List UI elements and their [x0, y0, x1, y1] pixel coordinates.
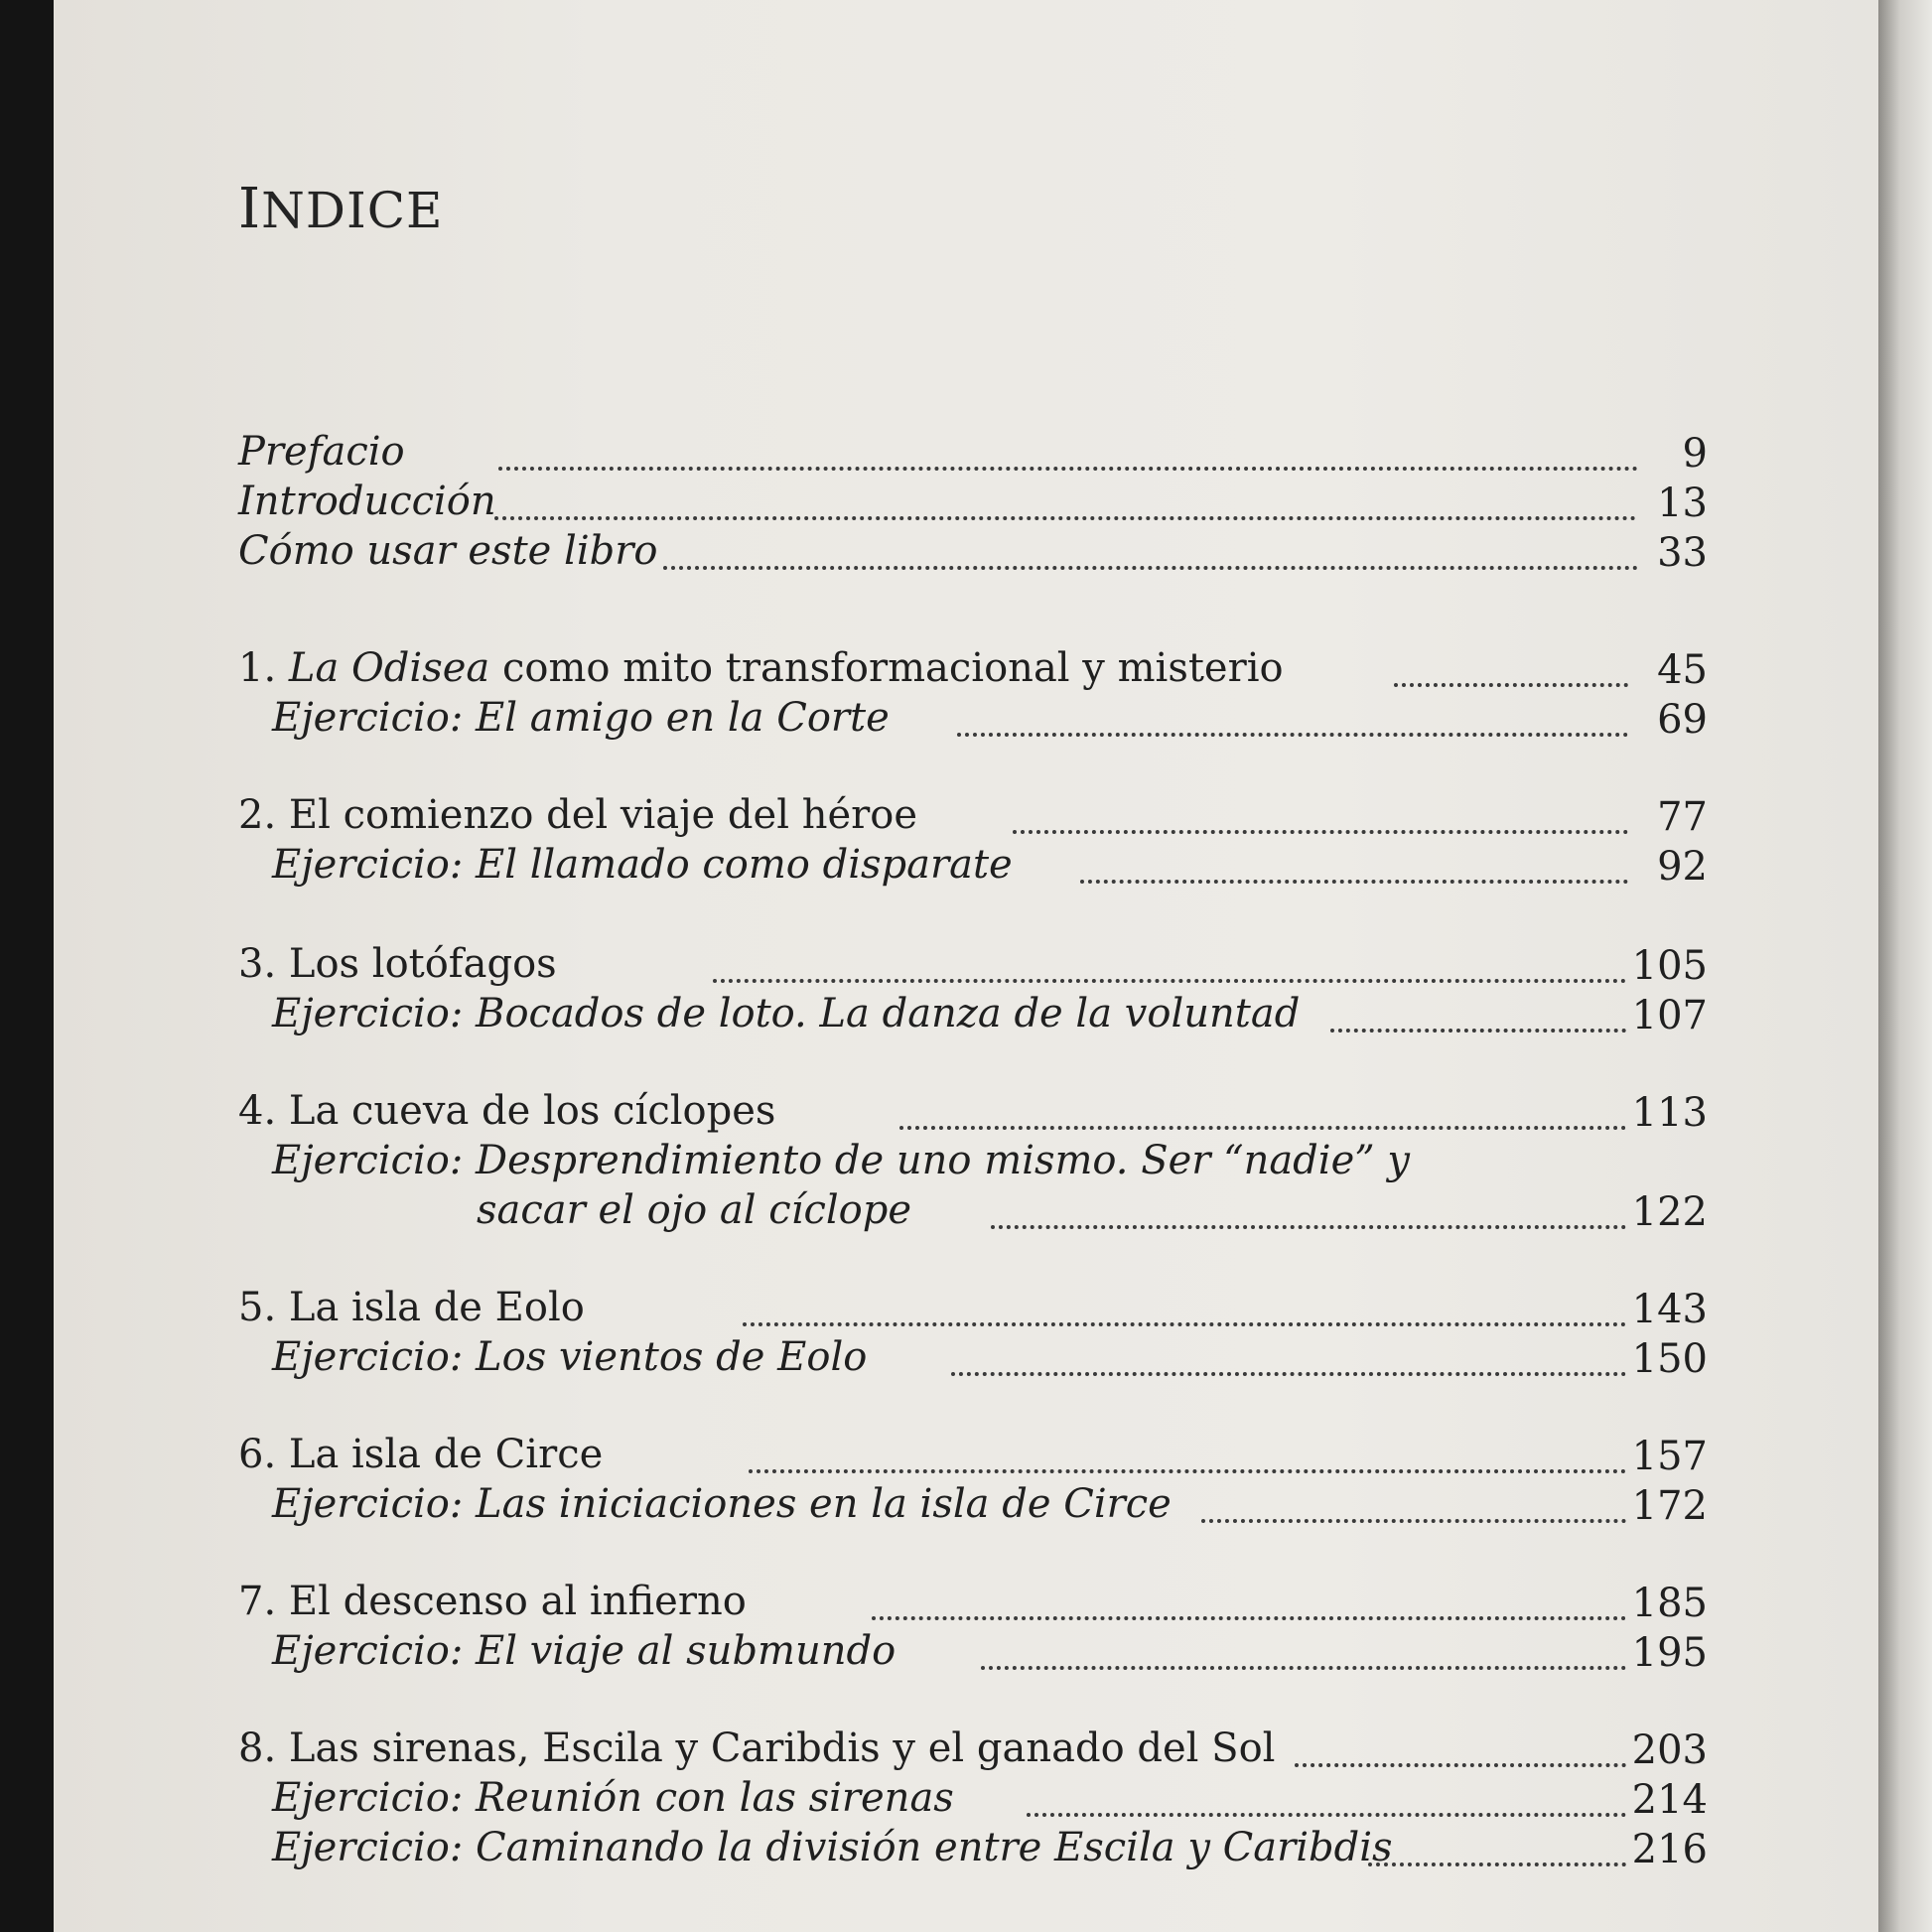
toc-entry[interactable] — [238, 1577, 1708, 1626]
toc-entry[interactable] — [238, 989, 1708, 1038]
page-number: 77 — [1657, 794, 1708, 840]
page-number: 105 — [1631, 943, 1708, 989]
toc-entry-label — [238, 1086, 775, 1136]
toc-entry-label: Prefacio — [238, 429, 405, 475]
toc-entry[interactable] — [238, 1332, 1708, 1382]
toc-entry[interactable] — [238, 1430, 1708, 1479]
page-number: 185 — [1631, 1581, 1708, 1626]
page-number: 33 — [1657, 530, 1708, 576]
page-number: 9 — [1682, 431, 1708, 477]
dot-leader — [1368, 1863, 1626, 1866]
page-number: 113 — [1631, 1090, 1708, 1136]
toc-entry[interactable] — [238, 840, 1708, 890]
toc-entry-label: Ejercicio: Las iniciaciones en la isla de Circe — [272, 1481, 1172, 1527]
dot-leader — [498, 467, 1638, 471]
toc-entry[interactable] — [238, 1823, 1708, 1872]
page-number: 157 — [1631, 1434, 1708, 1479]
toc-entry[interactable] — [238, 526, 1708, 576]
dot-leader — [981, 1666, 1626, 1670]
dot-leader — [872, 1616, 1626, 1620]
dot-leader — [957, 733, 1628, 737]
chapter-title: El descenso al infierno — [288, 1579, 747, 1624]
toc-entry-label — [238, 643, 1284, 693]
chapter-title: Las sirenas, Escila y Caribdis y el ganado del Sol — [288, 1725, 1276, 1771]
toc-entry-label: Ejercicio: Bocados de loto. La danza de la voluntad — [272, 991, 1301, 1036]
chapter-title: La cueva de los cíclopes — [288, 1088, 776, 1134]
toc-entry-label: Ejercicio: Caminando la división entre Escila y Caribdis — [272, 1825, 1393, 1870]
chapter-number: 5. — [238, 1285, 289, 1330]
toc-entry[interactable] — [238, 1283, 1708, 1332]
dot-leader — [1013, 830, 1628, 834]
page-number: 172 — [1631, 1483, 1708, 1529]
toc-entry-label: Ejercicio: El viaje al submundo — [272, 1628, 897, 1674]
page-number: 122 — [1631, 1189, 1708, 1235]
chapter-title: La isla de Circe — [288, 1432, 604, 1477]
toc-entry-label — [238, 1577, 747, 1626]
chapter-title: La isla de Eolo — [288, 1285, 585, 1330]
page-number: 69 — [1657, 697, 1708, 743]
title-rest: NDICE — [261, 182, 444, 239]
dot-leader — [494, 516, 1636, 520]
toc-entry-label: Ejercicio: Los vientos de Eolo — [272, 1334, 868, 1380]
dot-leader — [899, 1126, 1626, 1130]
chapter-title-italic: La Odisea — [288, 645, 490, 691]
dot-leader — [1394, 683, 1628, 687]
chapter-number: 1. — [238, 645, 289, 691]
toc-entry[interactable] — [238, 1185, 1708, 1235]
dot-leader — [749, 1469, 1626, 1473]
page-title — [238, 177, 443, 241]
chapter-title: como mito transformacional y misterio — [489, 645, 1284, 691]
toc-entry[interactable] — [238, 643, 1708, 693]
toc-entry[interactable] — [238, 1479, 1708, 1529]
dot-leader — [951, 1372, 1626, 1376]
page-number: 92 — [1657, 844, 1708, 890]
page-number: 107 — [1631, 993, 1708, 1038]
toc-entry-label — [238, 1283, 585, 1332]
toc-entry-label: Ejercicio: El amigo en la Corte — [272, 695, 890, 741]
page-number: 216 — [1631, 1827, 1708, 1872]
chapter-title: Los lotófagos — [288, 941, 557, 987]
toc-entry-label: Introducción — [238, 479, 496, 524]
chapter-title: El comienzo del viaje del héroe — [288, 792, 918, 838]
page-number: 13 — [1657, 481, 1708, 526]
toc-entry[interactable] — [238, 1086, 1708, 1136]
toc-entry[interactable] — [238, 693, 1708, 743]
toc-entry-label: Ejercicio: Reunión con las sirenas — [272, 1775, 954, 1821]
chapter-number: 4. — [238, 1088, 289, 1134]
page-number: 45 — [1657, 647, 1708, 693]
chapter-number: 7. — [238, 1579, 289, 1624]
toc-entry-label — [238, 1430, 603, 1479]
dot-leader — [1295, 1763, 1626, 1767]
dot-leader — [663, 566, 1638, 570]
toc-entry-label — [238, 790, 917, 840]
chapter-number: 2. — [238, 792, 289, 838]
dot-leader — [991, 1225, 1626, 1229]
page-number: 150 — [1631, 1336, 1708, 1382]
book-page — [54, 0, 1878, 1932]
page-number: 203 — [1631, 1727, 1708, 1773]
chapter-number: 3. — [238, 941, 289, 987]
toc-entry[interactable] — [238, 790, 1708, 840]
toc-entry-label: Ejercicio: El llamado como disparate — [272, 842, 1013, 888]
dot-leader — [1330, 1029, 1626, 1033]
toc-entry[interactable] — [238, 1136, 1708, 1185]
dot-leader — [713, 979, 1626, 983]
toc-entry-label: sacar el ojo al cíclope — [477, 1187, 912, 1233]
page-edge — [1878, 0, 1932, 1932]
toc-entry[interactable] — [238, 939, 1708, 989]
dot-leader — [743, 1322, 1626, 1326]
chapter-number: 6. — [238, 1432, 289, 1477]
toc-entry-label — [238, 939, 557, 989]
toc-entry-label: Ejercicio: Desprendimiento de uno mismo. Ser “nadie” y — [272, 1138, 1411, 1183]
toc-entry[interactable] — [238, 1773, 1708, 1823]
page-number: 195 — [1631, 1630, 1708, 1676]
chapter-number: 8. — [238, 1725, 289, 1771]
page-number: 143 — [1631, 1287, 1708, 1332]
toc-entry-label: Cómo usar este libro — [238, 528, 658, 574]
dot-leader — [1201, 1519, 1626, 1523]
toc-entry-label — [238, 1724, 1275, 1773]
toc-entry[interactable] — [238, 477, 1708, 526]
dot-leader — [1027, 1813, 1626, 1817]
toc-entry[interactable] — [238, 427, 1708, 477]
title-initial: I — [238, 177, 262, 241]
toc-entry[interactable] — [238, 1724, 1708, 1773]
dot-leader — [1080, 880, 1628, 884]
page-number: 214 — [1631, 1777, 1708, 1823]
toc-entry[interactable] — [238, 1626, 1708, 1676]
